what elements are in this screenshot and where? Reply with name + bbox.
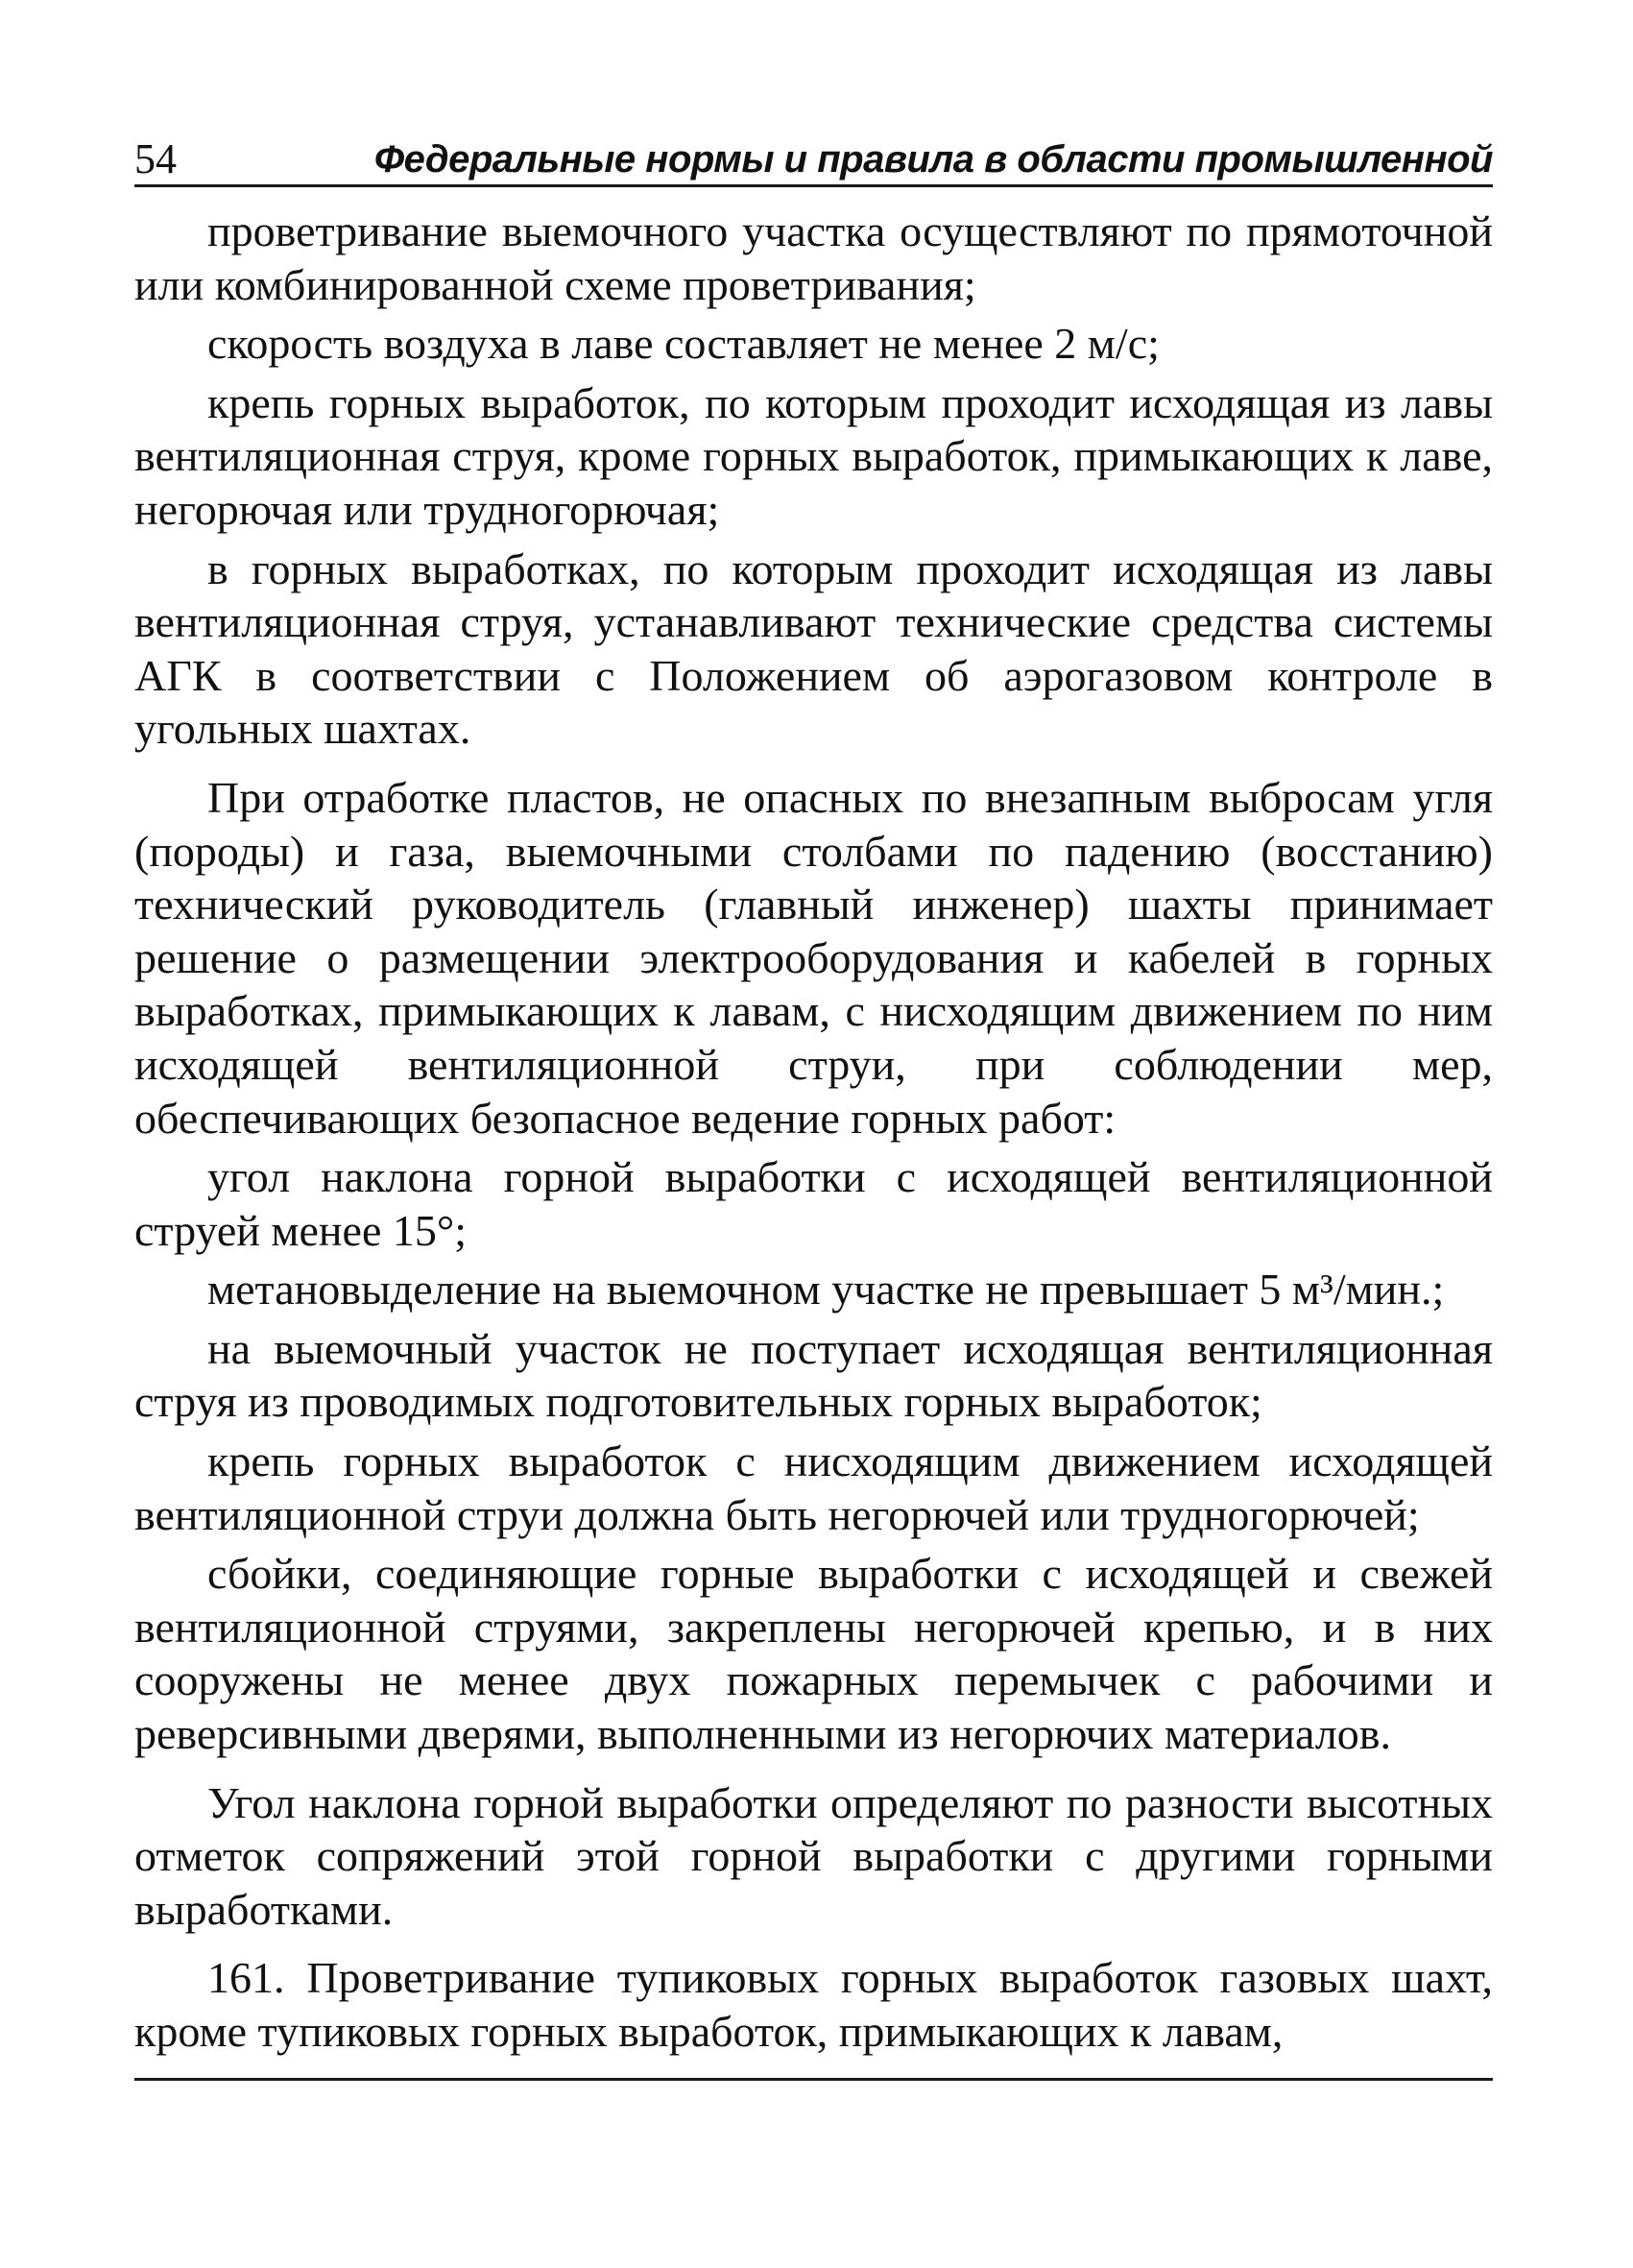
running-title: Федеральные нормы и правила в области промышленной xyxy=(373,138,1493,181)
paragraph: угол наклона горной выработки с исходящей вентиляционной струей менее 15°; xyxy=(134,1152,1493,1255)
paragraph: в горных выработках, по которым проходит исходящая из лавы вентиляционная струя, устанавливают технические средства системы АГК в соответствии с Положением об аэрогазовом контроле в угольных шахтах. xyxy=(134,543,1493,754)
page-header xyxy=(134,133,1493,187)
page-body xyxy=(134,205,1493,2059)
footer-rule xyxy=(134,2078,1493,2081)
paragraph: метановыделение на выемочном участке не превышает 5 м³/мин.; xyxy=(207,1265,1445,1315)
paragraph: скорость воздуха в лаве составляет не менее 2 м/с; xyxy=(207,319,1160,369)
paragraph: крепь горных выработок, по которым проходит исходящая из лавы вентиляционная струя, кроме горных выработок, примыкающих к лаве, негорючая или трудногорючая; xyxy=(134,377,1493,534)
page-number: 54 xyxy=(134,135,177,182)
paragraph: Угол наклона горной выработки определяют по разности высотных отметок сопряжений этой горной выработки с другими горными выработками. xyxy=(134,1777,1493,1934)
paragraph: на выемочный участок не поступает исходящая вентиляционная струя из проводимых подготовительных горных выработок; xyxy=(134,1323,1493,1427)
paragraph: При отработке пластов, не опасных по внезапным выбросам угля (породы) и газа, выемочными столбами по падению (восстанию) технический руководитель (главный инженер) шахты принимает решение о размещении электрооборудования и кабелей в горных выработках, примыкающих к лавам, с нисходящим движением по ним исходящей вентиляционной струи, при соблюдении мер, обеспечивающих безопасное ведение горных работ: xyxy=(134,772,1493,1143)
paragraph: крепь горных выработок с нисходящим движением исходящей вентиляционной струи должна быть негорючей или трудногорючей; xyxy=(134,1436,1493,1539)
paragraph: проветривание выемочного участка осуществляют по прямоточной или комбинированной схеме проветривания; xyxy=(134,206,1493,309)
paragraph: сбойки, соединяющие горные выработки с исходящей и свежей вентиляционной струями, закреплены негорючей крепью, и в них сооружены не менее двух пожарных перемычек с рабочими и реверсивными дверями, выполненными из негорючих материалов. xyxy=(134,1549,1493,1759)
paragraph: 161. Проветривание тупиковых горных выработок газовых шахт, кроме тупиковых горных выработок, примыкающих к лавам, xyxy=(134,1953,1493,2056)
